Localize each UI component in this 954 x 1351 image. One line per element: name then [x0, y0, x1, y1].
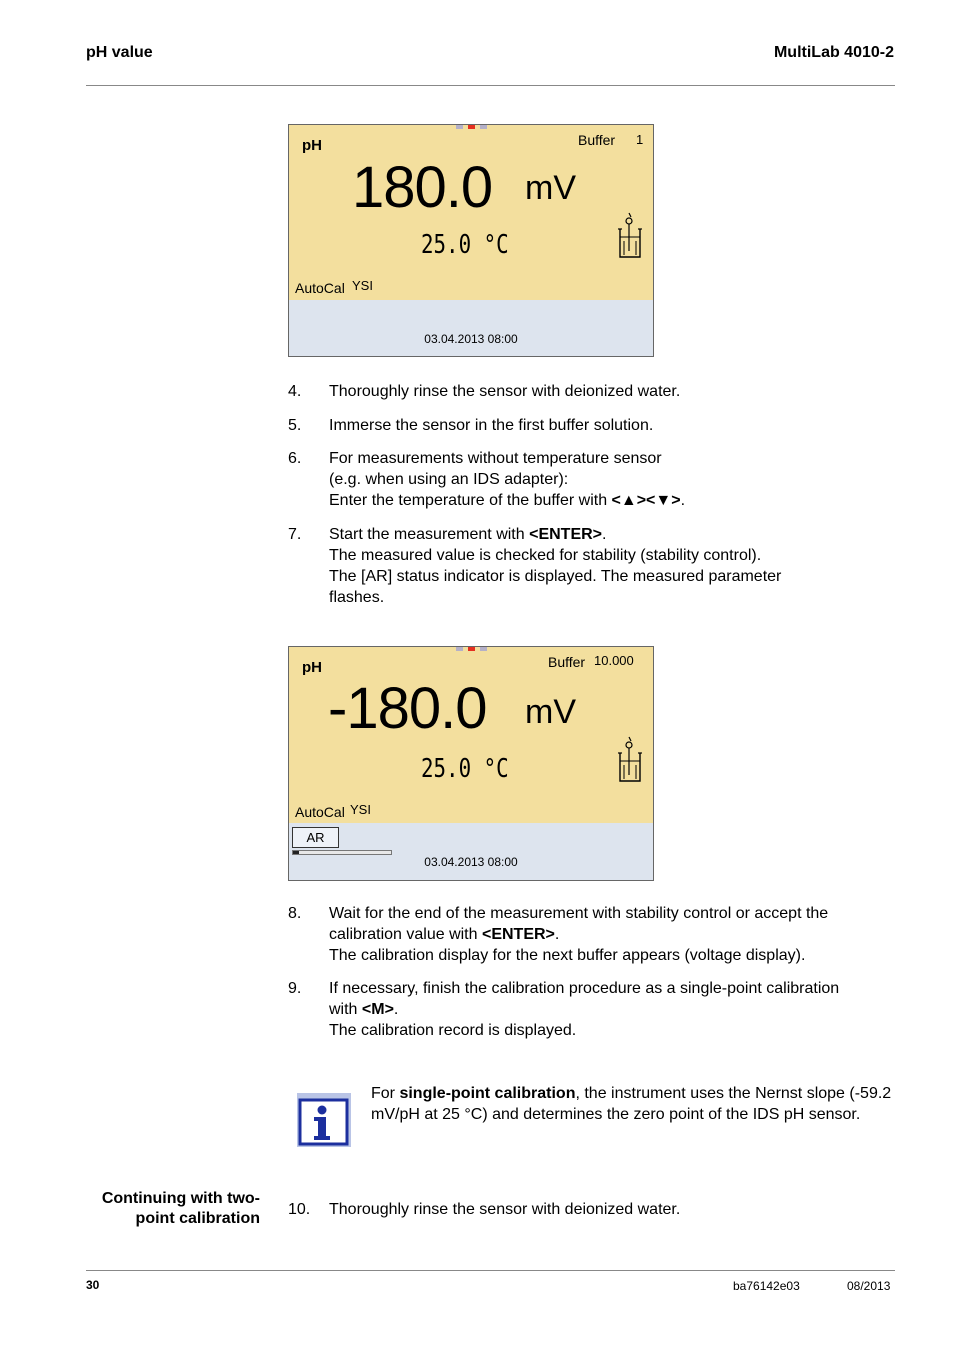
step-number: 8.: [288, 905, 302, 922]
step-text-part: .: [680, 492, 686, 509]
step-line: [329, 524, 839, 545]
document-date: 08/2013: [847, 1279, 891, 1293]
arrow-keys: <▲><▼>: [611, 492, 681, 509]
document-id: ba76142e03: [733, 1279, 800, 1293]
side-heading-line: Continuing with two-: [101, 1190, 260, 1207]
step-number: 9.: [288, 980, 302, 997]
step-number: 10.: [288, 1201, 311, 1218]
status-dots: [456, 647, 488, 651]
step-text: Immerse the sensor in the first buffer solution.: [329, 417, 654, 434]
measured-value: 180.0: [352, 155, 493, 220]
step-line: The [AR] status indicator is displayed. The measured parameter flashes.: [329, 568, 782, 606]
step-number: 6.: [288, 450, 302, 467]
step-text-part: .: [393, 1001, 399, 1018]
beaker-sensor-icon: [616, 735, 644, 783]
measured-parameter: pH: [302, 137, 322, 154]
beaker-sensor-icon: [616, 211, 644, 259]
buffer-set-label: YSI: [350, 802, 371, 817]
step-line: The calibration display for the next buffer appears (voltage display).: [329, 947, 806, 964]
footer-rule: [86, 1270, 895, 1271]
step-text-part: .: [602, 526, 607, 543]
step-line: If necessary, finish the calibration procedure as a single-point calibration: [329, 980, 840, 997]
info-icon: [297, 1093, 351, 1147]
buffer-value: 10.000: [594, 653, 634, 668]
temperature-reading: 25.0 °C: [421, 754, 509, 784]
step-text: [329, 903, 894, 966]
page-number: 30: [86, 1278, 100, 1292]
autocal-label: AutoCal: [295, 280, 345, 296]
buffer-number: 1: [636, 132, 644, 147]
temperature-reading: 25.0 °C: [421, 230, 509, 260]
side-heading: [60, 1189, 260, 1229]
note-text-part: , the instrument uses the Nernst slope (-59.2 mV/pH at 25 °C) and determines the zero point of the IDS pH sensor.: [371, 1085, 892, 1123]
step-number: 7.: [288, 526, 302, 543]
step-text: [329, 978, 894, 1041]
display-datetime: 03.04.2013 08:00: [424, 332, 518, 346]
side-heading-line: point calibration: [135, 1210, 260, 1227]
display-status-area: [289, 300, 653, 356]
step-text: Thoroughly rinse the sensor with deionized water.: [329, 383, 681, 400]
measured-parameter: pH: [302, 659, 322, 676]
step-text: [329, 524, 839, 608]
step-text-part: .: [554, 926, 560, 943]
buffer-label: Buffer: [548, 654, 586, 670]
step-line: [329, 924, 894, 945]
header-section-title: pH value: [86, 44, 153, 61]
buffer-set-label: YSI: [352, 278, 373, 293]
display-status-area: [289, 823, 653, 880]
ar-status-indicator: AR: [292, 827, 339, 848]
step-text: [329, 448, 894, 511]
step-line: [329, 490, 894, 511]
header-rule: [86, 85, 895, 86]
step-text-part: Enter the temperature of the buffer with: [329, 492, 612, 509]
display-datetime: 03.04.2013 08:00: [424, 855, 518, 869]
step-text: Thoroughly rinse the sensor with deionized water.: [329, 1201, 681, 1218]
measured-unit: mV: [525, 169, 576, 207]
enter-key: <ENTER>: [529, 526, 603, 543]
step-text-part: Start the measurement with: [329, 526, 530, 543]
step-text-part: with: [329, 1001, 362, 1018]
display-measurement-area: [289, 647, 653, 823]
meter-display-2: [288, 646, 654, 881]
step-line: The measured value is checked for stability (stability control).: [329, 547, 762, 564]
status-dots: [456, 125, 488, 129]
step-text-part: calibration value with: [329, 926, 482, 943]
stability-progress-fill: [293, 851, 299, 854]
step-line: Wait for the end of the measurement with stability control or accept the: [329, 905, 829, 922]
step-line: The calibration record is displayed.: [329, 1022, 577, 1039]
step-line: [329, 999, 894, 1020]
step-line: (e.g. when using an IDS adapter):: [329, 471, 569, 488]
step-number: 5.: [288, 417, 302, 434]
info-note-text: [371, 1083, 896, 1125]
display-measurement-area: [289, 125, 653, 300]
note-text-part: For: [371, 1085, 400, 1102]
autocal-label: AutoCal: [295, 804, 345, 820]
note-emphasis: single-point calibration: [399, 1085, 576, 1102]
measured-unit: mV: [525, 693, 576, 731]
measured-value: -180.0: [328, 676, 487, 741]
step-line: For measurements without temperature sensor: [329, 450, 662, 467]
meter-display-1: [288, 124, 654, 357]
enter-key: <ENTER>: [481, 926, 555, 943]
step-number: 4.: [288, 383, 302, 400]
m-key: <M>: [361, 1001, 394, 1018]
buffer-label: Buffer: [578, 132, 616, 148]
header-product-name: MultiLab 4010-2: [773, 44, 894, 61]
